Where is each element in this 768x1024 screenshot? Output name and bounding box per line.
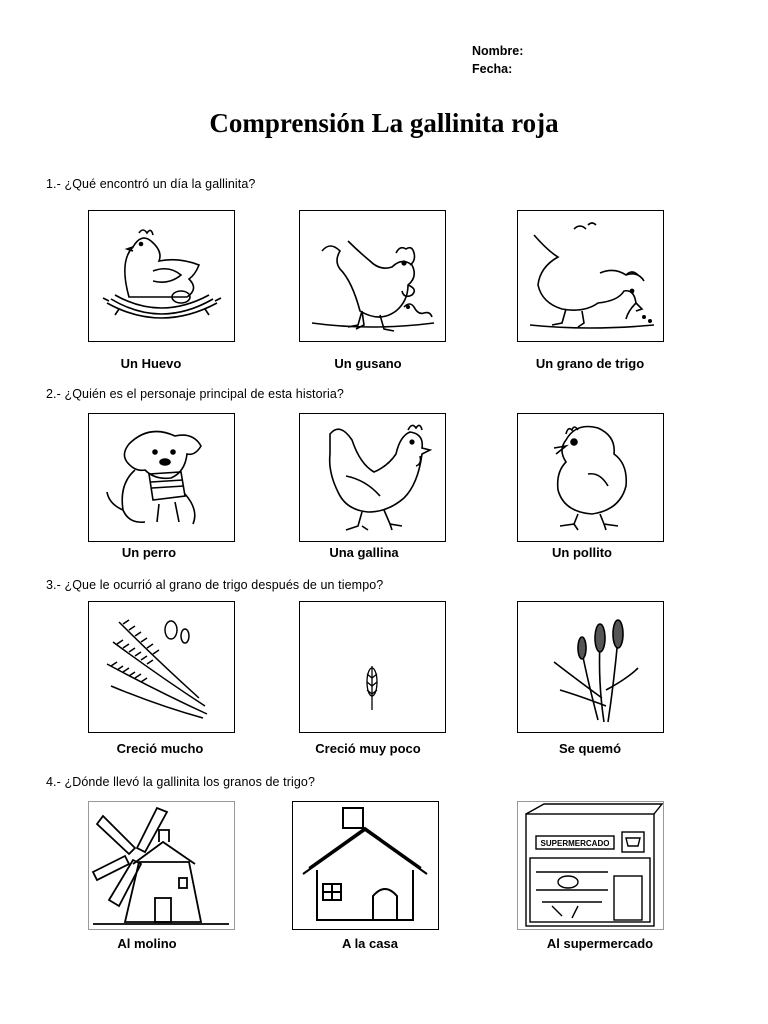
option-label-3a: Creció mucho (116, 741, 204, 756)
option-label-3c: Se quemó (558, 741, 622, 756)
dog-icon[interactable] (88, 413, 235, 542)
question-3: 3.- ¿Que le ocurrió al grano de trigo después de un tiempo? (46, 578, 384, 592)
option-label-1c: Un grano de trigo (535, 356, 645, 371)
question-2: 2.- ¿Quién es el personaje principal de esta historia? (46, 387, 344, 401)
windmill-icon[interactable] (88, 801, 235, 930)
burnt-wheat-icon[interactable] (517, 601, 664, 733)
option-label-2c: Un pollito (552, 545, 612, 560)
option-label-4b: A la casa (342, 936, 398, 951)
fecha-label: Fecha: (472, 62, 513, 76)
hen-icon[interactable] (299, 413, 446, 542)
option-label-4a: Al molino (117, 936, 177, 951)
supermarket-sign: SUPERMERCADO (540, 839, 610, 848)
option-label-2b: Una gallina (329, 545, 399, 560)
small-wheat-icon[interactable] (299, 601, 446, 733)
hen-with-worm-icon[interactable] (299, 210, 446, 342)
house-icon[interactable] (292, 801, 439, 930)
option-label-4c: Al supermercado (546, 936, 654, 951)
option-label-3b: Creció muy poco (315, 741, 421, 756)
option-label-1a: Un Huevo (120, 356, 182, 371)
option-label-2a: Un perro (121, 545, 177, 560)
supermarket-icon[interactable] (517, 801, 664, 930)
question-4: 4.- ¿Dónde llevó la gallinita los granos de trigo? (46, 775, 316, 789)
worksheet-title: Comprensión La gallinita roja (209, 108, 559, 138)
hen-on-nest-icon[interactable] (88, 210, 235, 342)
wheat-bundle-icon[interactable] (88, 601, 235, 733)
chick-icon[interactable] (517, 413, 664, 542)
nombre-label: Nombre: (472, 44, 524, 58)
student-info (472, 42, 523, 78)
option-label-1b: Un gusano (334, 356, 402, 371)
question-1: 1.- ¿Qué encontró un día la gallinita? (46, 177, 256, 191)
hen-pecking-icon[interactable] (517, 210, 664, 342)
